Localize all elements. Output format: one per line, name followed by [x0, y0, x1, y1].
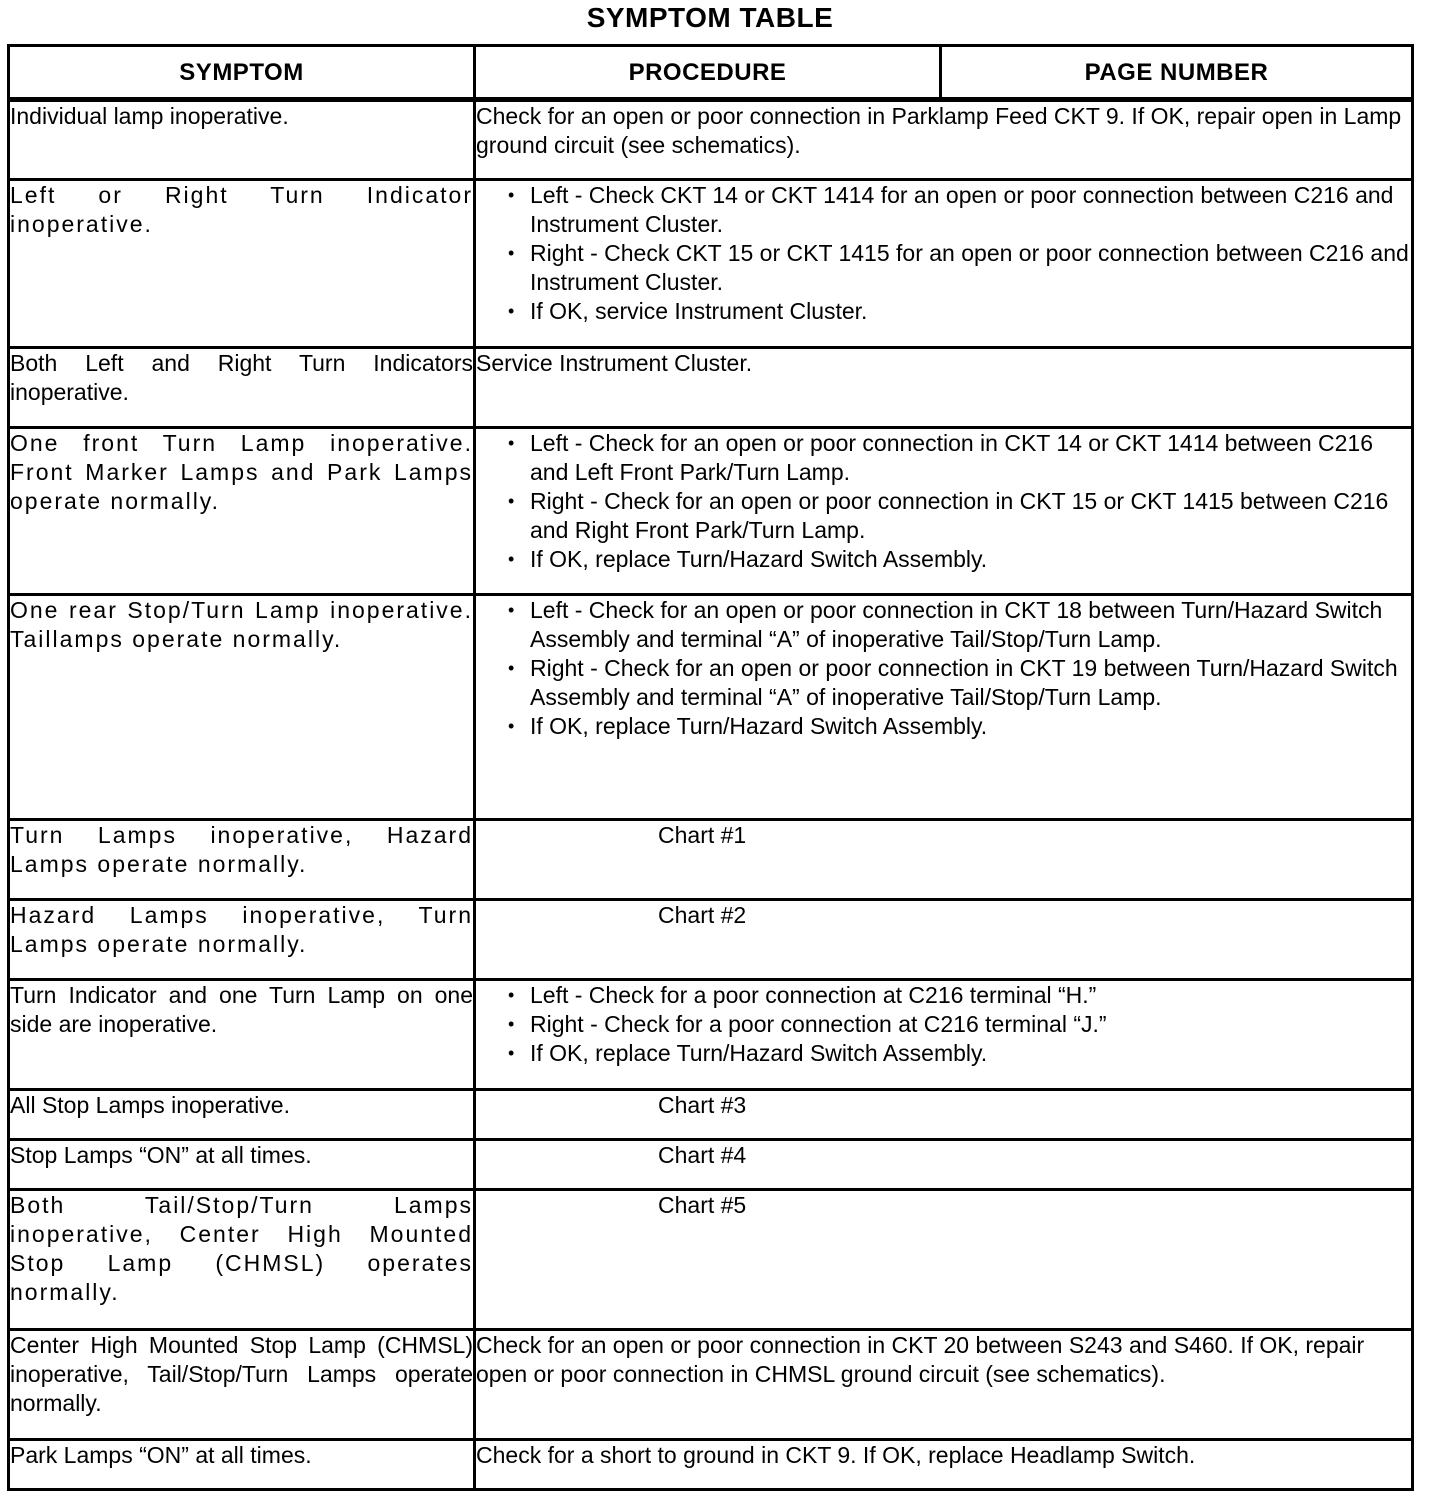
symptom-table: [7, 44, 1414, 1491]
procedure-cell: [475, 180, 1413, 348]
list-item: • Left - Check for a poor connection at C216 terminal “H.”: [530, 981, 1411, 1010]
list-item: • Right - Check for an open or poor connection in CKT 15 or CKT 1415 between C216 and Right Front Park/Turn Lamp.: [530, 487, 1411, 545]
table-row: [9, 980, 1413, 1090]
symptom-cell: Individual lamp inoperative.: [9, 100, 475, 180]
procedure-cell: Check for an open or poor connection in CKT 20 between S243 and S460. If OK, repair open or poor connection in CHMSL ground circuit (see schematics).: [475, 1330, 1413, 1440]
symptom-cell: Center High Mounted Stop Lamp (CHMSL) inoperative, Tail/Stop/Turn Lamps operate normally.: [9, 1330, 475, 1440]
chart-reference: Chart #3: [475, 1090, 1413, 1140]
symptom-cell: Hazard Lamps inoperative, Turn Lamps operate normally.: [9, 900, 475, 980]
chart-reference: Chart #2: [475, 900, 1413, 980]
table-row: [9, 1330, 1413, 1440]
procedure-list: [476, 596, 1411, 741]
table-row: [9, 1140, 1413, 1190]
procedure-list: [476, 429, 1411, 574]
symptom-cell: Turn Indicator and one Turn Lamp on one side are inoperative.: [9, 980, 475, 1090]
table-row: [9, 595, 1413, 820]
list-item: • Left - Check for an open or poor connection in CKT 14 or CKT 1414 between C216 and Left Front Park/Turn Lamp.: [530, 429, 1411, 487]
chart-reference: Chart #1: [475, 820, 1413, 900]
symptom-cell: All Stop Lamps inoperative.: [9, 1090, 475, 1140]
list-item: • Right - Check for a poor connection at C216 terminal “J.”: [530, 1010, 1411, 1039]
procedure-cell: [475, 428, 1413, 595]
list-item: • Left - Check for an open or poor connection in CKT 18 between Turn/Hazard Switch Assembly and terminal “A” of inoperative Tail/Stop/Turn Lamp.: [530, 596, 1411, 654]
symptom-cell: One front Turn Lamp inoperative. Front Marker Lamps and Park Lamps operate normally.: [9, 428, 475, 595]
symptom-cell: Stop Lamps “ON” at all times.: [9, 1140, 475, 1190]
chart-reference: Chart #4: [475, 1140, 1413, 1190]
table-row: [9, 1090, 1413, 1140]
procedure-cell: Check for a short to ground in CKT 9. If OK, replace Headlamp Switch.: [475, 1440, 1413, 1490]
symptom-cell: Both Tail/Stop/Turn Lamps inoperative, Center High Mounted Stop Lamp (CHMSL) operates normally.: [9, 1190, 475, 1330]
table-row: [9, 1440, 1413, 1490]
list-item: • If OK, replace Turn/Hazard Switch Assembly.: [530, 712, 1411, 741]
symptom-column-header: SYMPTOM: [9, 46, 475, 100]
table-row: [9, 900, 1413, 980]
list-item: • Right - Check for an open or poor connection in CKT 19 between Turn/Hazard Switch Assembly and terminal “A” of inoperative Tail/Stop/Turn Lamp.: [530, 654, 1411, 712]
table-row: [9, 428, 1413, 595]
procedure-cell: [475, 980, 1413, 1090]
procedure-cell: [475, 595, 1413, 820]
list-item: • If OK, service Instrument Cluster.: [530, 297, 1411, 326]
symptom-cell: One rear Stop/Turn Lamp inoperative. Taillamps operate normally.: [9, 595, 475, 820]
procedure-column-header: PROCEDURE: [475, 46, 941, 100]
symptom-cell: Park Lamps “ON” at all times.: [9, 1440, 475, 1490]
chart-reference: Chart #5: [475, 1190, 1413, 1330]
procedure-cell: Service Instrument Cluster.: [475, 348, 1413, 428]
table-row: [9, 348, 1413, 428]
list-item: • If OK, replace Turn/Hazard Switch Assembly.: [530, 1039, 1411, 1068]
table-row: [9, 1190, 1413, 1330]
list-item: • Left - Check CKT 14 or CKT 1414 for an open or poor connection between C216 and Instrument Cluster.: [530, 181, 1411, 239]
symptom-cell: Turn Lamps inoperative, Hazard Lamps operate normally.: [9, 820, 475, 900]
header-row: [9, 46, 1413, 100]
list-item: • Right - Check CKT 15 or CKT 1415 for an open or poor connection between C216 and Instrument Cluster.: [530, 239, 1411, 297]
symptom-cell: Left or Right Turn Indicator inoperative.: [9, 180, 475, 348]
table-row: [9, 100, 1413, 180]
table-row: [9, 180, 1413, 348]
page-title: SYMPTOM TABLE: [586, 2, 834, 33]
procedure-list: [476, 181, 1411, 326]
list-item: • If OK, replace Turn/Hazard Switch Assembly.: [530, 545, 1411, 574]
procedure-list: [476, 981, 1411, 1068]
symptom-cell: Both Left and Right Turn Indicators inoperative.: [9, 348, 475, 428]
procedure-cell: Check for an open or poor connection in Parklamp Feed CKT 9. If OK, repair open in Lamp ground circuit (see schematics).: [475, 100, 1413, 180]
page-number-column-header: PAGE NUMBER: [941, 46, 1413, 100]
table-row: [9, 820, 1413, 900]
